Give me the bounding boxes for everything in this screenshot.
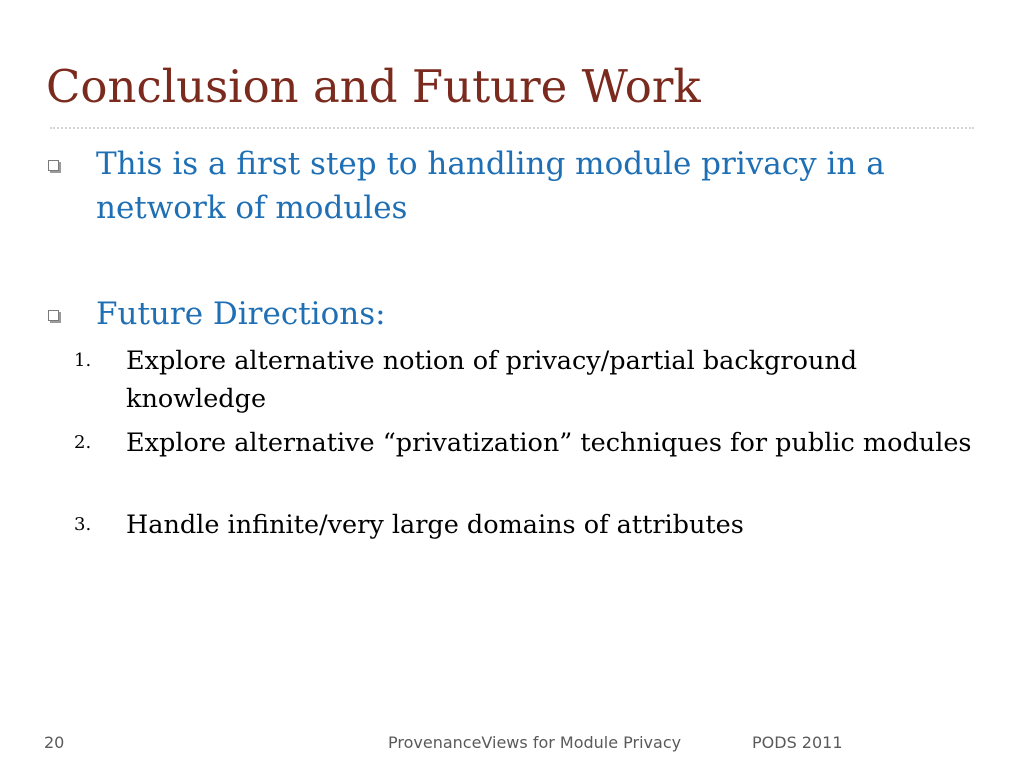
item-text: Explore alternative notion of privacy/partial background knowledge	[126, 346, 858, 414]
item-text: Explore alternative “privatization” techniques for public modules	[126, 428, 972, 458]
bullet-text: This is a first step to handling module privacy in a network of modules	[96, 146, 885, 226]
item-number: 3.	[74, 514, 92, 535]
item-number: 2.	[74, 432, 92, 453]
square-bullet-icon	[48, 310, 59, 321]
footer-conference: PODS 2011	[752, 733, 843, 752]
footer-presentation-title: ProvenanceViews for Module Privacy	[388, 733, 682, 752]
title-divider	[50, 127, 974, 129]
square-bullet-icon	[48, 160, 59, 171]
bullet-text: Future Directions:	[96, 296, 386, 332]
item-number: 1.	[74, 350, 92, 371]
page-number: 20	[44, 733, 65, 752]
item-text: Handle infinite/very large domains of attributes	[126, 510, 744, 540]
slide-title: Conclusion and Future Work	[46, 60, 701, 113]
